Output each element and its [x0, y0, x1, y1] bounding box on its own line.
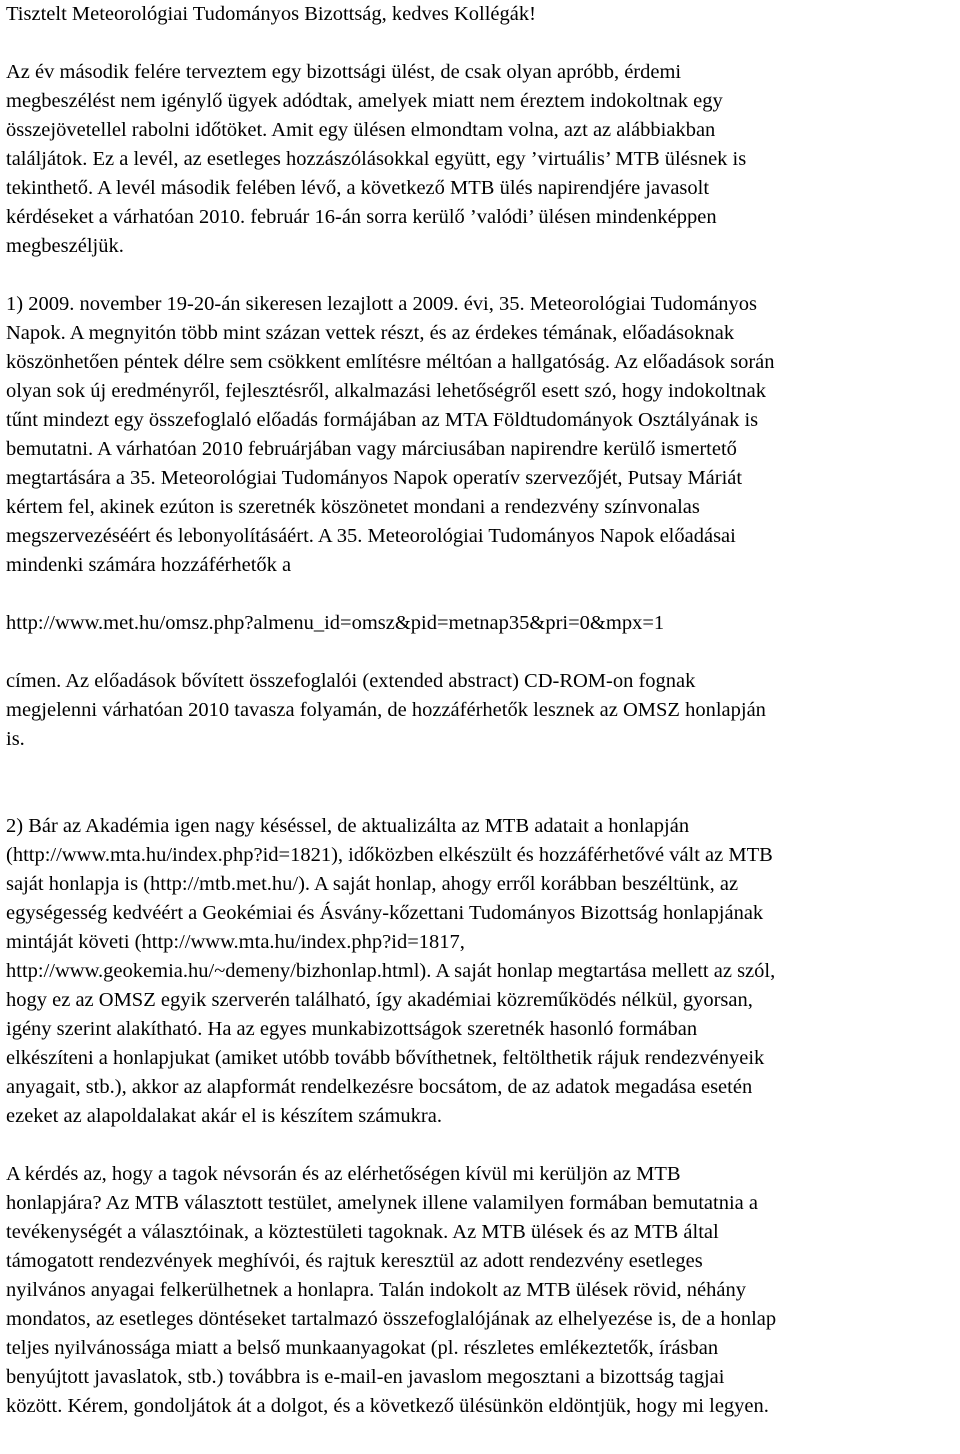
text-line: megbeszélést nem igénylő ügyek adódtak, amelyek miatt nem éreztem indokoltnak egy — [6, 90, 723, 112]
text-line: is. — [6, 728, 25, 750]
text-line: mondatos, az esetleges döntéseket tartalmazó összefoglalójának az elhelyezése is, de a honlap — [6, 1308, 777, 1330]
text-line: nyilvános anyagai felkerülhetnek a honlapra. Talán indokolt az MTB ülések rövid, néhány — [6, 1279, 746, 1301]
text-line: találjátok. Ez a levél, az esetleges hozzászólásokkal együtt, egy ’virtuális’ MTB ülésnek is — [6, 148, 747, 170]
text-line: tevékenységét a választóinak, a köztestületi tagoknak. Az MTB ülések és az MTB által — [6, 1221, 719, 1243]
text-line: igény szerint alakítható. Ha az egyes munkabizottságok szeretnék hasonló formában — [6, 1018, 698, 1040]
text-line: megszervezéséért és lebonyolításáért. A 35. Meteorológiai Tudományos Napok előadásai — [6, 525, 736, 547]
text-line: összejövetellel rabolni időtöket. Amit egy ülésen elmondtam volna, azt az alábbiakban — [6, 119, 716, 141]
text-line: tekinthető. A levél második felében lévő, a következő MTB ülés napirendjére javasolt — [6, 177, 710, 199]
text-line: kértem fel, akinek ezúton is szeretnék köszönetet mondani a rendezvény színvonalas — [6, 496, 700, 518]
text-line: 2) Bár az Akadémia igen nagy késéssel, de aktualizálta az MTB adatait a honlapján — [6, 815, 690, 837]
blank-line — [6, 783, 954, 812]
text-line: között. Kérem, gondoljátok át a dolgot, és a következő ülésünkön eldöntjük, hogy mi legyen. — [6, 1395, 769, 1417]
text-line: 1) 2009. november 19-20-án sikeresen lezajlott a 2009. évi, 35. Meteorológiai Tudományos — [6, 293, 757, 315]
text-line: ezeket az alapoldalakat akár el is készítem számukra. — [6, 1105, 442, 1127]
blank-line — [6, 638, 954, 667]
text-line: köszönhetően péntek délre sem csökkent említésre méltóan a hallgatóság. Az előadások során — [6, 351, 775, 373]
text-line: mindenki számára hozzáférhetők a — [6, 554, 292, 576]
text-line: A kérdés az, hogy a tagok névsorán és az elérhetőségen kívül mi kerüljön az MTB — [6, 1163, 681, 1185]
text-line: Az év második felére terveztem egy bizottsági ülést, de csak olyan apróbb, érdemi — [6, 61, 682, 83]
text-line: teljes nyilvánossága miatt a belső munkaanyagokat (pl. részletes emlékeztetők, írásban — [6, 1337, 719, 1359]
blank-line — [6, 1131, 954, 1160]
text-line: Napok. A megnyitón több mint százan vettek részt, és az érdekes témának, előadásoknak — [6, 322, 735, 344]
text-line: saját honlapja is (http://mtb.met.hu/). A saját honlap, ahogy erről korábban beszéltünk, az — [6, 873, 739, 895]
text-line: megbeszéljük. — [6, 235, 124, 257]
text-line: kérdéseket a várhatóan 2010. február 16-án sorra kerülő ’valódi’ ülésen mindenképpen — [6, 206, 717, 228]
text-line: http://www.met.hu/omsz.php?almenu_id=omsz&pid=metnap35&pri=0&mpx=1 — [6, 612, 665, 634]
text-line: (http://www.mta.hu/index.php?id=1821), időközben elkészült és hozzáférhetővé vált az MTB — [6, 844, 773, 866]
blank-line — [6, 754, 954, 783]
text-line: támogatott rendezvények meghívói, és rajtuk keresztül az adott rendezvény esetleges — [6, 1250, 703, 1272]
text-line: honlapjára? Az MTB választott testület, amelynek illene valamilyen formában bemutatnia a — [6, 1192, 758, 1214]
letter-salutation: Tisztelt Meteorológiai Tudományos Bizottság, kedves Kollégák! — [6, 3, 536, 25]
text-line: megjelenni várhatóan 2010 tavasza folyamán, de hozzáférhetők lesznek az OMSZ honlapján — [6, 699, 766, 721]
text-line: olyan sok új eredményről, fejlesztésről, alkalmazási lehetőségről esett szó, hogy indokoltnak — [6, 380, 766, 402]
text-line: anyagait, stb.), akkor az alapformát rendelkezésre bocsátom, de az adatok megadása esetén — [6, 1076, 753, 1098]
letter-document — [6, 0, 954, 1421]
text-line: http://www.geokemia.hu/~demeny/bizhonlap.html). A saját honlap megtartása mellett az szól, — [6, 960, 776, 982]
blank-line — [6, 261, 954, 290]
text-line: egységesség kedvéért a Geokémiai és Ásvány-kőzettani Tudományos Bizottság honlapjának — [6, 902, 764, 924]
text-line: benyújtott javaslatok, stb.) továbbra is e-mail-en javaslom megosztani a bizottság tagjai — [6, 1366, 725, 1388]
blank-line — [6, 580, 954, 609]
blank-line — [6, 29, 954, 58]
text-line: tűnt mindezt egy összefoglaló előadás formájában az MTA Földtudományok Osztályának is — [6, 409, 759, 431]
text-line: hogy ez az OMSZ egyik szerverén található, így akadémiai közreműködés nélkül, gyorsan, — [6, 989, 753, 1011]
text-line: bemutatni. A várhatóan 2010 februárjában vagy márciusában napirendre kerülő ismertető — [6, 438, 737, 460]
text-line: megtartására a 35. Meteorológiai Tudományos Napok operatív szervezőjét, Putsay Máriát — [6, 467, 743, 489]
text-line: mintáját követi (http://www.mta.hu/index.php?id=1817, — [6, 931, 465, 953]
text-line: elkészíteni a honlapjukat (amiket utóbb tovább bővíthetnek, feltölthetik rájuk rendezvényeik — [6, 1047, 765, 1069]
text-line: címen. Az előadások bővített összefoglalói (extended abstract) CD-ROM-on fognak — [6, 670, 696, 692]
